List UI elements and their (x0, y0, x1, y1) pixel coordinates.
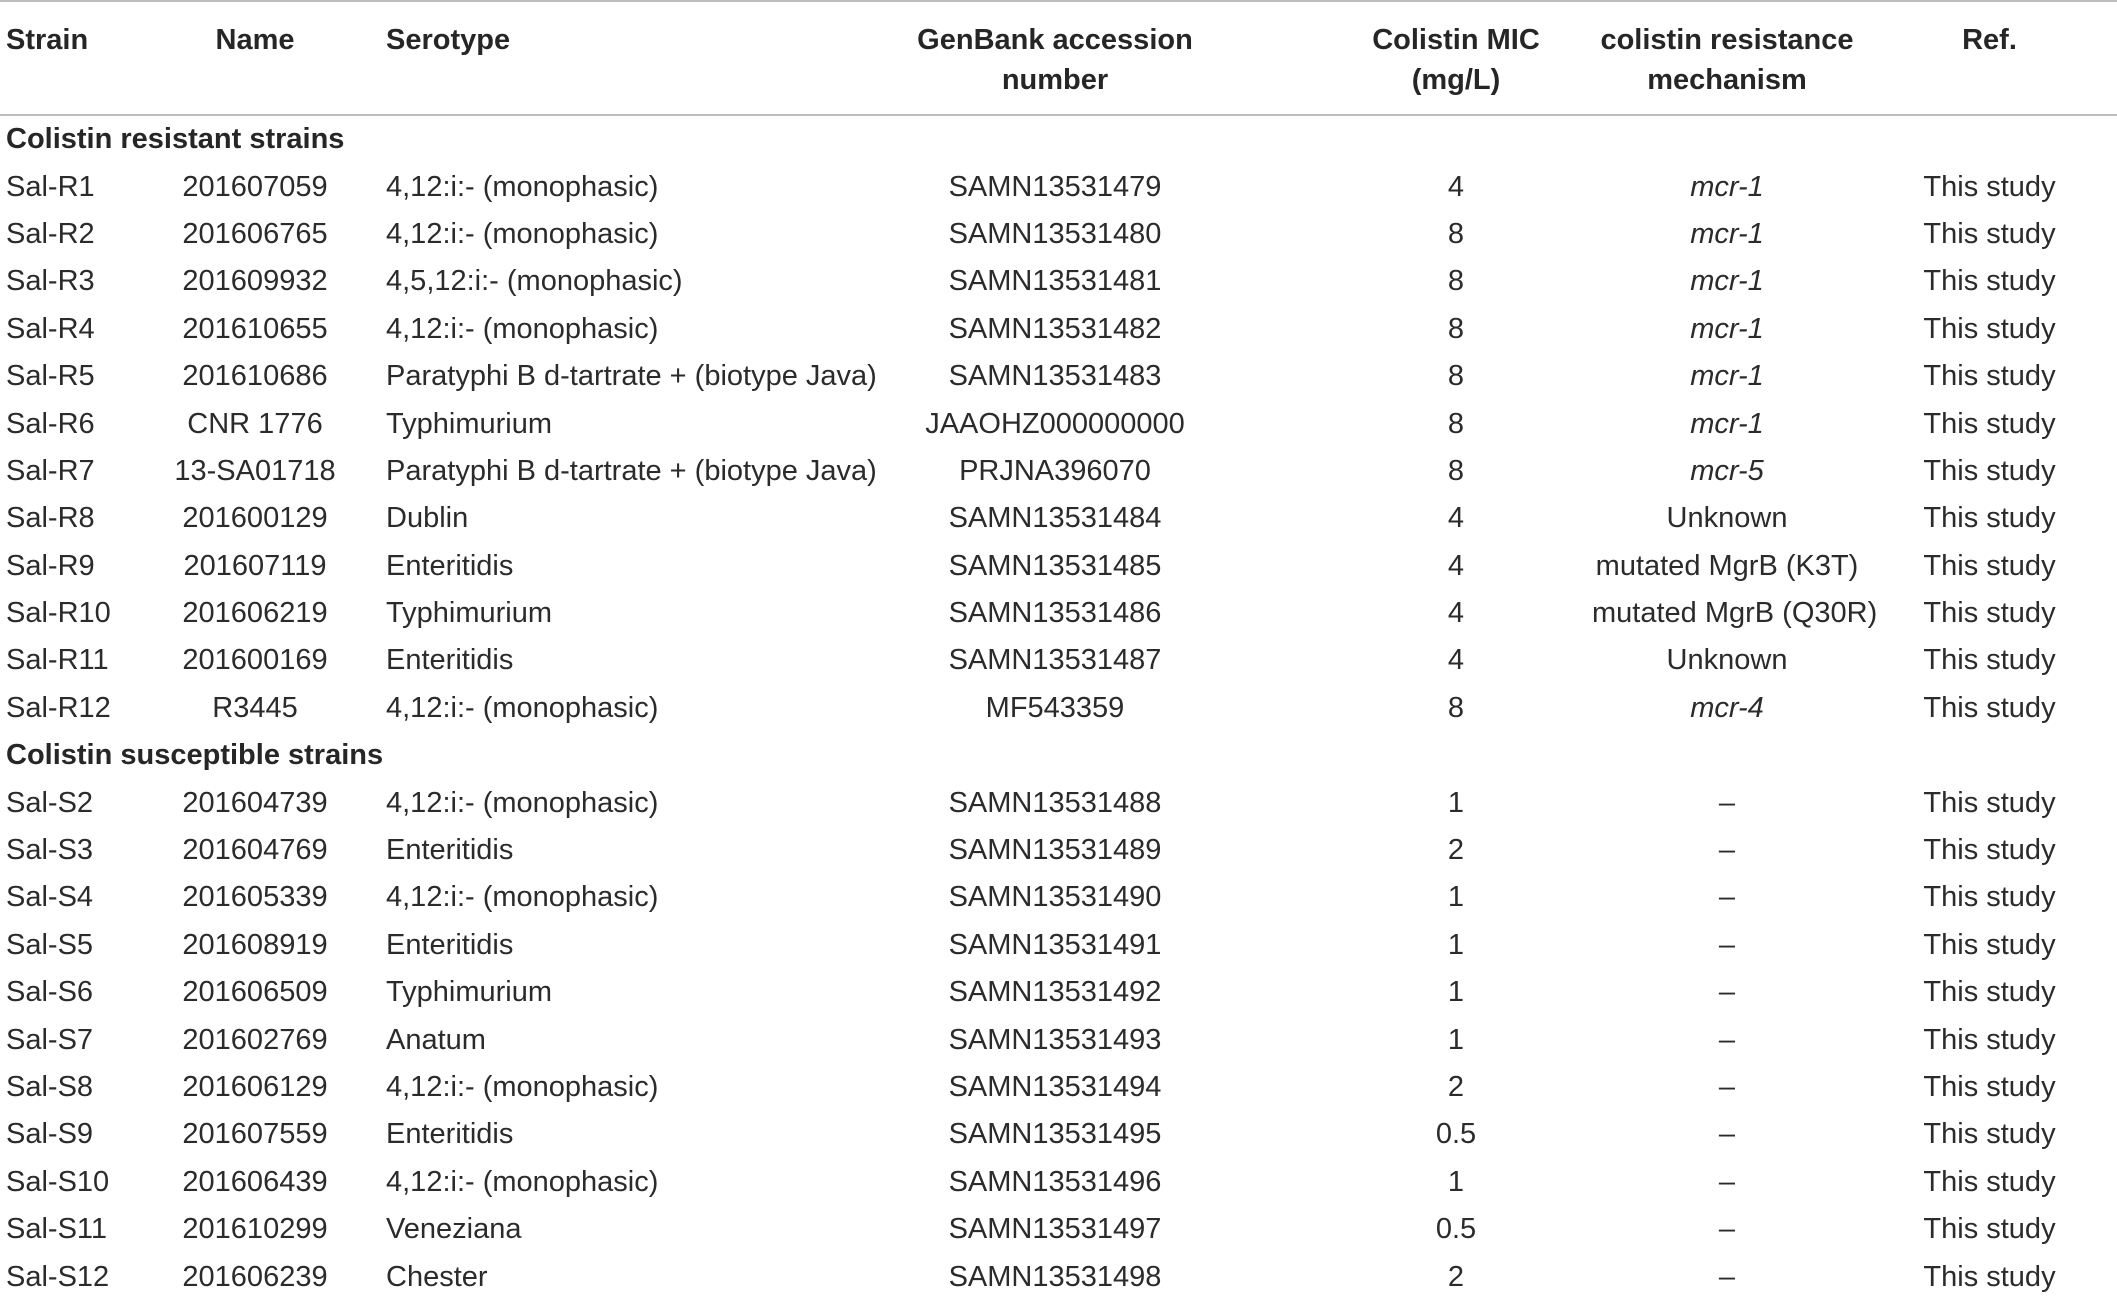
cell-mic: 0.5 (1435, 1118, 1477, 1151)
cell-strain: Sal-R9 (6, 549, 95, 582)
header-name: Name (215, 24, 295, 56)
cell-strain: Sal-R5 (6, 360, 95, 393)
cell-serotype: Enteritidis (386, 1118, 514, 1151)
table-row (0, 874, 2117, 921)
table-row (0, 211, 2117, 258)
cell-name: 201605339 (182, 881, 328, 914)
header-mechanism (1592, 1, 1862, 115)
cell-serotype: Enteritidis (386, 928, 514, 961)
cell-genbank: SAMN13531487 (948, 644, 1162, 677)
cell-mechanism: – (1718, 881, 1736, 914)
cell-genbank: MF543359 (985, 691, 1125, 724)
cell-mechanism: – (1718, 928, 1736, 961)
cell-strain: Sal-S12 (6, 1260, 110, 1293)
header-row (0, 1, 2117, 115)
section-row (0, 115, 2117, 163)
cell-mic: 1 (1447, 786, 1465, 819)
header-genbank (790, 1, 1320, 115)
cell-genbank: PRJNA396070 (959, 454, 1151, 487)
cell-mic: 2 (1447, 834, 1465, 867)
cell-serotype: Anatum (386, 1023, 486, 1056)
cell-mic: 4 (1447, 644, 1465, 677)
cell-serotype: Enteritidis (386, 834, 514, 867)
cell-mic: 1 (1447, 976, 1465, 1009)
cell-ref: This study (1923, 265, 2056, 298)
table-row (0, 1253, 2117, 1300)
cell-strain: Sal-R4 (6, 312, 95, 345)
cell-mechanism: – (1718, 834, 1736, 867)
cell-ref: This study (1923, 1023, 2056, 1056)
header-mechanism-line2: mechanism (1647, 64, 1807, 96)
cell-name: 201610686 (182, 360, 328, 393)
cell-ref: This study (1923, 786, 2056, 819)
cell-ref: This study (1923, 217, 2056, 250)
cell-mechanism: – (1718, 976, 1736, 1009)
cell-serotype: Chester (386, 1260, 488, 1293)
header-ref: Ref. (1962, 24, 2017, 56)
header-mechanism-line1: colistin resistance (1600, 24, 1854, 56)
section-title: Colistin resistant strains (6, 123, 345, 156)
cell-name: 201600129 (182, 502, 328, 535)
cell-mic: 2 (1447, 1071, 1465, 1103)
cell-strain: Sal-R2 (6, 217, 95, 250)
cell-mic: 1 (1447, 1023, 1465, 1056)
table-row (0, 1064, 2117, 1111)
cell-genbank: SAMN13531493 (948, 1023, 1162, 1056)
table-row (0, 827, 2117, 874)
cell-serotype: Paratyphi B d-tartrate + (biotype Java) (386, 360, 877, 393)
cell-genbank: SAMN13531483 (948, 360, 1162, 393)
cell-genbank: SAMN13531479 (948, 170, 1162, 203)
cell-mechanism: – (1718, 1213, 1736, 1246)
cell-genbank: SAMN13531488 (948, 786, 1162, 819)
table-row (0, 306, 2117, 353)
cell-mic: 8 (1447, 265, 1465, 298)
cell-genbank: SAMN13531496 (948, 1165, 1162, 1198)
table-row (0, 1016, 2117, 1063)
cell-ref: This study (1923, 976, 2056, 1009)
cell-name: 201607559 (182, 1118, 328, 1151)
cell-serotype: Enteritidis (386, 549, 514, 582)
cell-strain: Sal-S3 (6, 834, 94, 867)
table-row (0, 1206, 2117, 1253)
cell-serotype: Typhimurium (386, 407, 552, 440)
cell-ref: This study (1923, 644, 2056, 677)
cell-ref: This study (1923, 1213, 2056, 1246)
table-row (0, 400, 2117, 447)
cell-mic: 4 (1447, 597, 1465, 630)
cell-strain: Sal-S10 (6, 1165, 110, 1198)
cell-serotype: 4,12:i:- (monophasic) (386, 1071, 659, 1103)
table-row (0, 495, 2117, 542)
cell-serotype: 4,12:i:- (monophasic) (386, 170, 659, 203)
cell-ref: This study (1923, 1118, 2056, 1151)
cell-genbank: SAMN13531490 (948, 881, 1162, 914)
header-serotype: Serotype (386, 24, 511, 56)
table-row (0, 779, 2117, 826)
cell-mic: 8 (1447, 217, 1465, 250)
cell-ref: This study (1923, 1071, 2056, 1103)
cell-mechanism: mcr-1 (1690, 407, 1764, 440)
cell-mechanism: mutated MgrB (K3T) (1595, 549, 1859, 582)
cell-genbank: JAAOHZ000000000 (925, 407, 1185, 440)
section-title: Colistin susceptible strains (6, 739, 384, 772)
cell-mic: 8 (1447, 407, 1465, 440)
cell-mechanism: Unknown (1666, 502, 1788, 535)
cell-strain: Sal-S9 (6, 1118, 94, 1151)
cell-name: 201606219 (182, 597, 328, 630)
cell-serotype: Enteritidis (386, 644, 514, 677)
cell-name: 201606439 (182, 1165, 328, 1198)
cell-strain: Sal-R8 (6, 502, 95, 535)
cell-name: 201608919 (182, 928, 328, 961)
cell-genbank: SAMN13531482 (948, 312, 1162, 345)
cell-mechanism: – (1718, 1023, 1736, 1056)
cell-genbank: SAMN13531495 (948, 1118, 1162, 1151)
cell-strain: Sal-S5 (6, 928, 94, 961)
cell-mic: 1 (1447, 1165, 1465, 1198)
cell-genbank: SAMN13531491 (948, 928, 1162, 961)
cell-genbank: SAMN13531485 (948, 549, 1162, 582)
cell-strain: Sal-S8 (6, 1071, 94, 1103)
header-mic-line1: Colistin MIC (1372, 24, 1540, 56)
cell-mechanism: – (1718, 1165, 1736, 1198)
table-row (0, 1111, 2117, 1158)
cell-mechanism: mcr-1 (1690, 217, 1764, 250)
cell-ref: This study (1923, 170, 2056, 203)
cell-name: 201600169 (182, 644, 328, 677)
cell-name: 201606765 (182, 217, 328, 250)
cell-ref: This study (1923, 928, 2056, 961)
cell-ref: This study (1923, 1260, 2056, 1293)
cell-ref: This study (1923, 1165, 2056, 1198)
cell-strain: Sal-S4 (6, 881, 94, 914)
cell-strain: Sal-R12 (6, 691, 111, 724)
cell-name: 201606239 (182, 1260, 328, 1293)
cell-ref: This study (1923, 360, 2056, 393)
cell-mechanism: mcr-1 (1690, 265, 1764, 298)
table-row (0, 543, 2117, 590)
cell-name: 201602769 (182, 1023, 328, 1056)
cell-serotype: Veneziana (386, 1213, 522, 1246)
cell-strain: Sal-R1 (6, 170, 95, 203)
cell-name: 201609932 (182, 265, 328, 298)
cell-ref: This study (1923, 312, 2056, 345)
cell-strain: Sal-S6 (6, 976, 94, 1009)
table-row (0, 258, 2117, 305)
cell-name: 201610299 (182, 1213, 328, 1246)
cell-ref: This study (1923, 549, 2056, 582)
cell-serotype: Typhimurium (386, 597, 552, 630)
table-row (0, 448, 2117, 495)
cell-mic: 1 (1447, 881, 1465, 914)
cell-mechanism: mcr-5 (1690, 454, 1764, 487)
cell-serotype: 4,12:i:- (monophasic) (386, 1165, 659, 1198)
cell-mic: 4 (1447, 170, 1465, 203)
header-strain: Strain (6, 24, 89, 56)
cell-name: 201607059 (182, 170, 328, 203)
table-row (0, 590, 2117, 637)
cell-genbank: SAMN13531492 (948, 976, 1162, 1009)
table-row (0, 163, 2117, 210)
cell-genbank: SAMN13531498 (948, 1260, 1162, 1293)
cell-strain: Sal-S7 (6, 1023, 94, 1056)
cell-ref: This study (1923, 834, 2056, 867)
table-body (0, 115, 2117, 1301)
cell-ref: This study (1923, 691, 2056, 724)
cell-mechanism: – (1718, 1071, 1736, 1103)
cell-mic: 1 (1447, 928, 1465, 961)
cell-name: 201604769 (182, 834, 328, 867)
cell-mic: 4 (1447, 549, 1465, 582)
table-row (0, 969, 2117, 1016)
cell-genbank: SAMN13531497 (948, 1213, 1162, 1246)
cell-name: 13-SA01718 (174, 454, 336, 487)
cell-genbank: SAMN13531489 (948, 834, 1162, 867)
table-row (0, 685, 2117, 732)
cell-mechanism: – (1718, 1118, 1736, 1151)
cell-mechanism: mutated MgrB (Q30R) (1592, 597, 1878, 630)
header-genbank-line2: number (1001, 64, 1109, 96)
header-mic-line2: (mg/L) (1411, 64, 1501, 96)
section-row (0, 732, 2117, 779)
cell-ref: This study (1923, 407, 2056, 440)
cell-strain: Sal-R10 (6, 597, 111, 630)
cell-mic: 8 (1447, 312, 1465, 345)
cell-mechanism: – (1718, 1260, 1736, 1293)
cell-name: CNR 1776 (187, 407, 323, 440)
cell-name: 201604739 (182, 786, 328, 819)
cell-name: 201606509 (182, 976, 328, 1009)
table-row (0, 353, 2117, 400)
cell-mic: 8 (1447, 454, 1465, 487)
cell-serotype: 4,5,12:i:- (monophasic) (386, 265, 683, 298)
cell-mic: 8 (1447, 691, 1465, 724)
table-header (0, 1, 2117, 115)
table-row (0, 1159, 2117, 1206)
cell-mic: 2 (1447, 1260, 1465, 1293)
cell-serotype: Paratyphi B d-tartrate + (biotype Java) (386, 454, 877, 487)
cell-name: 201606129 (182, 1071, 328, 1103)
cell-mechanism: mcr-1 (1690, 360, 1764, 393)
cell-genbank: SAMN13531486 (948, 597, 1162, 630)
cell-mechanism: mcr-1 (1690, 312, 1764, 345)
cell-serotype: 4,12:i:- (monophasic) (386, 881, 659, 914)
cell-mechanism: mcr-1 (1690, 170, 1764, 203)
cell-strain: Sal-S2 (6, 786, 94, 819)
cell-ref: This study (1923, 502, 2056, 535)
cell-mic: 0.5 (1435, 1213, 1477, 1246)
cell-strain: Sal-R11 (6, 644, 109, 677)
cell-serotype: 4,12:i:- (monophasic) (386, 217, 659, 250)
cell-mic: 4 (1447, 502, 1465, 535)
cell-serotype: 4,12:i:- (monophasic) (386, 312, 659, 345)
cell-mechanism: mcr-4 (1690, 691, 1764, 724)
cell-name: R3445 (212, 691, 298, 724)
cell-genbank: SAMN13531484 (948, 502, 1162, 535)
cell-strain: Sal-R6 (6, 407, 95, 440)
cell-ref: This study (1923, 597, 2056, 630)
cell-serotype: 4,12:i:- (monophasic) (386, 786, 659, 819)
header-genbank-line1: GenBank accession (917, 24, 1193, 56)
cell-mechanism: – (1718, 786, 1736, 819)
cell-name: 201607119 (183, 549, 327, 582)
cell-serotype: Dublin (386, 502, 469, 535)
cell-genbank: SAMN13531494 (948, 1071, 1162, 1103)
cell-mechanism: Unknown (1666, 644, 1788, 677)
cell-strain: Sal-R7 (6, 454, 95, 487)
cell-strain: Sal-S11 (6, 1213, 108, 1246)
cell-strain: Sal-R3 (6, 265, 95, 298)
cell-ref: This study (1923, 454, 2056, 487)
table-row (0, 637, 2117, 684)
cell-ref: This study (1923, 881, 2056, 914)
cell-serotype: Typhimurium (386, 976, 552, 1009)
cell-mic: 8 (1447, 360, 1465, 393)
cell-genbank: SAMN13531481 (948, 265, 1162, 298)
cell-genbank: SAMN13531480 (948, 217, 1162, 250)
table-row (0, 922, 2117, 969)
cell-name: 201610655 (182, 312, 328, 345)
cell-serotype: 4,12:i:- (monophasic) (386, 691, 659, 724)
header-mic (1320, 1, 1592, 115)
